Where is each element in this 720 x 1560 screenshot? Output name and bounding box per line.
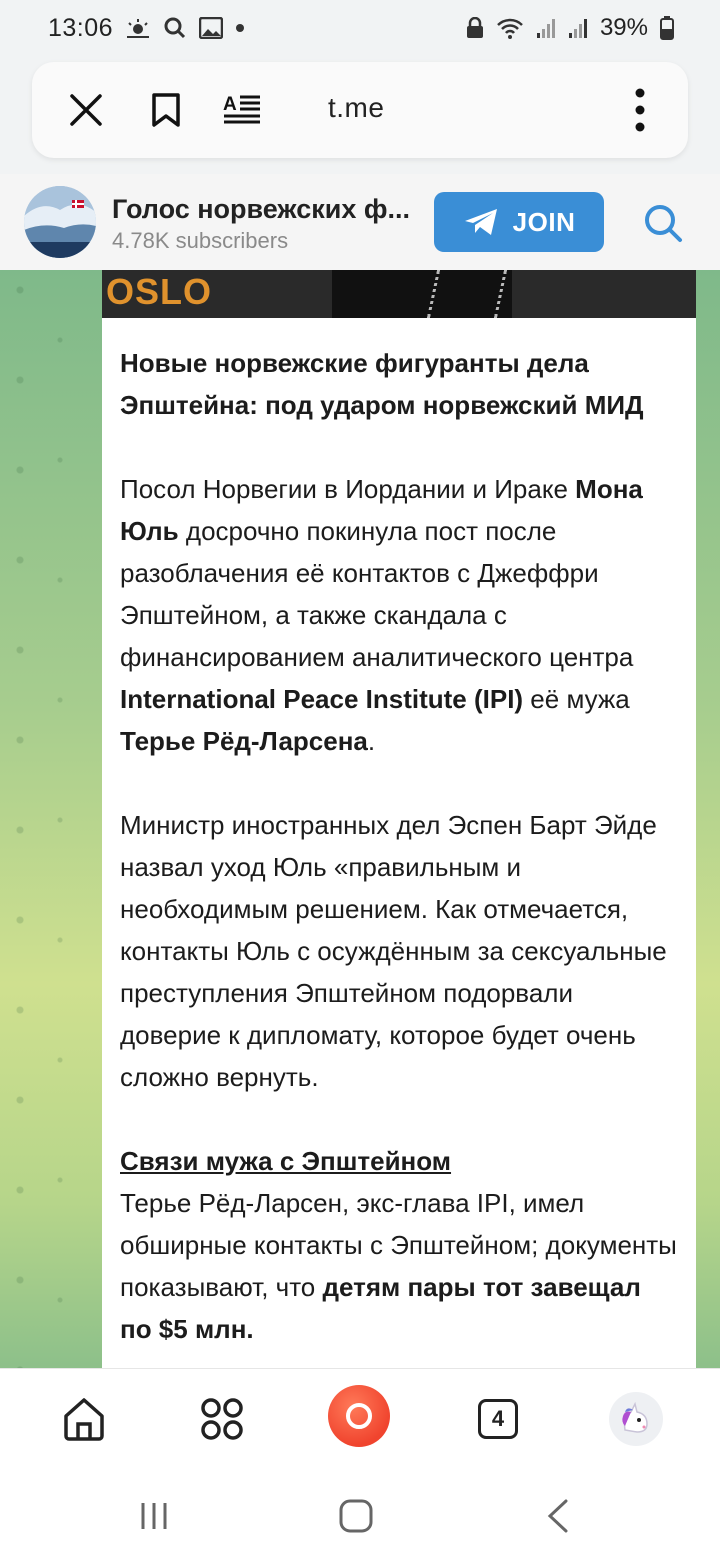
browser-bottom-bar xyxy=(0,1368,720,1468)
search-button[interactable] xyxy=(638,198,688,248)
channel-header xyxy=(0,174,720,270)
more-vertical-icon xyxy=(634,88,646,132)
grid-icon xyxy=(199,1396,245,1442)
alice-icon xyxy=(344,1401,374,1431)
bookmark-icon xyxy=(151,92,181,128)
alice-voice-button[interactable] xyxy=(328,1385,390,1447)
channel-title[interactable]: Голос норвежских ф... xyxy=(112,194,410,224)
tabs-count: 4 xyxy=(478,1399,518,1439)
chat-background xyxy=(0,270,720,1368)
signal2-icon xyxy=(568,17,588,39)
reader-mode-icon xyxy=(222,92,262,128)
join-button[interactable] xyxy=(434,192,604,252)
dot-icon xyxy=(235,23,245,33)
status-time: 13:06 xyxy=(48,13,114,42)
wifi-icon xyxy=(496,17,524,39)
post-paragraph-2: Министр иностранных дел Эспен Барт Эйде назвал уход Юль «правильным и необходимым решением. Как отмечается, контакты Юль с осуждённым за сексуальные преступления Эпштейном подорвали доверие к дипломату, которое будет очень сложно вернуть. xyxy=(120,810,667,1092)
join-label: JOIN xyxy=(512,206,576,237)
browser-toolbar-area xyxy=(0,56,720,174)
channel-avatar[interactable] xyxy=(24,186,96,258)
tabs-button[interactable] xyxy=(468,1389,528,1449)
system-nav-bar xyxy=(0,1468,720,1560)
recent-apps-button[interactable] xyxy=(130,1492,178,1540)
gallery-icon xyxy=(199,17,223,39)
post-section xyxy=(120,1140,678,1350)
signal-icon xyxy=(536,17,556,39)
post-paragraph-1: Посол Норвегии в Иордании и Ираке Мона Юль досрочно покинула пост после разоблачения её контактов с Джеффри Эпштейном, а также скандала с финансированием аналитического центра International Peace Institute (IPI) её мужа Терье Рёд-Ларсена. xyxy=(120,474,643,756)
weather-icon xyxy=(125,17,151,39)
unicorn-icon xyxy=(617,1400,655,1438)
browser-toolbar xyxy=(32,62,688,158)
home-button[interactable] xyxy=(54,1389,114,1449)
status-bar xyxy=(0,0,720,56)
post-card xyxy=(102,318,696,1368)
menu-button[interactable] xyxy=(614,84,666,136)
back-nav-button[interactable] xyxy=(534,1492,582,1540)
profile-avatar xyxy=(609,1392,663,1446)
reader-mode-button[interactable] xyxy=(216,84,268,136)
channel-avatar-image xyxy=(24,186,96,258)
search-notif-icon xyxy=(163,16,187,40)
home-icon xyxy=(61,1396,107,1442)
post-paragraph-3: Терье Рёд-Ларсен, экс-глава IPI, имел обширные контакты с Эпштейном; документы показывают, что детям пары тот завещал по $5 млн. xyxy=(120,1188,677,1344)
search-icon xyxy=(643,203,683,243)
profile-button[interactable] xyxy=(606,1389,666,1449)
image-chain xyxy=(427,270,507,318)
bookmark-button[interactable] xyxy=(140,84,192,136)
post-headline: Новые норвежские фигуранты дела Эпштейна: под ударом норвежский МИД xyxy=(120,348,644,420)
svg-text:A: A xyxy=(223,94,237,115)
recent-apps-icon xyxy=(139,1501,169,1531)
url-text[interactable]: t.me xyxy=(328,92,385,123)
battery-percent: 39% xyxy=(599,14,648,41)
close-icon xyxy=(69,93,103,127)
channel-subscribers: 4.78K subscribers xyxy=(112,228,289,253)
battery-icon xyxy=(660,16,674,40)
lock-icon xyxy=(466,17,484,39)
home-nav-icon xyxy=(339,1499,373,1533)
image-oslo-text: OSLO xyxy=(106,271,213,312)
close-button[interactable] xyxy=(60,84,112,136)
back-icon xyxy=(546,1499,570,1533)
telegram-icon xyxy=(463,207,499,237)
home-nav-button[interactable] xyxy=(332,1492,380,1540)
post-image[interactable] xyxy=(102,270,696,318)
services-button[interactable] xyxy=(192,1389,252,1449)
section-title: Связи мужа с Эпштейном xyxy=(120,1146,452,1176)
